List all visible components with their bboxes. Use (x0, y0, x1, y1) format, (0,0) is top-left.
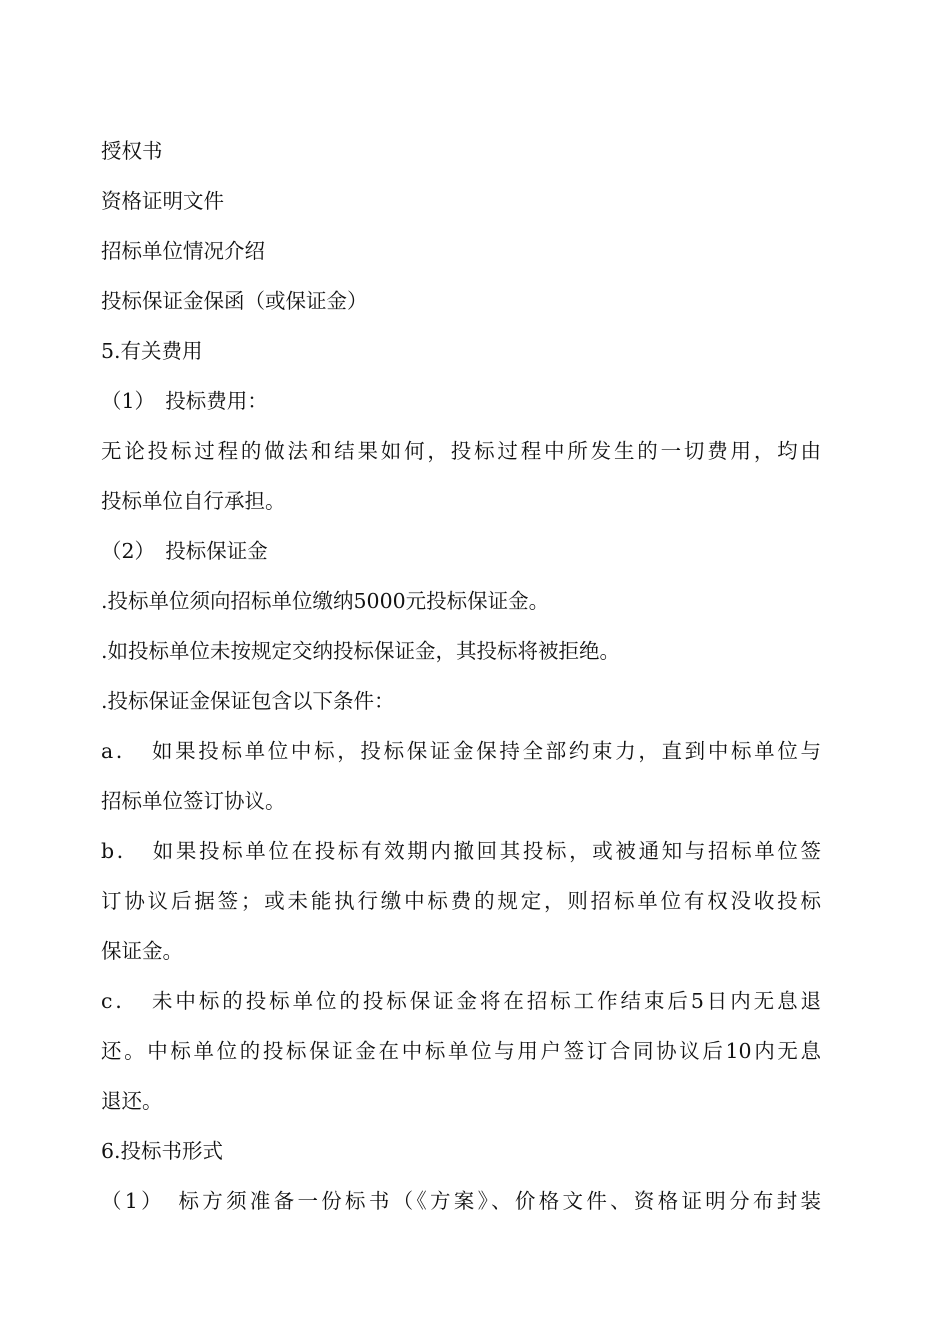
list-item-qualification-docs: 资格证明文件 (101, 189, 224, 213)
section-heading-fees: 5.有关费用 (101, 339, 203, 363)
condition-a-line: a． 如果投标单位中标，投标保证金保持全部约束力，直到中标单位与 (101, 739, 821, 763)
condition-b-line: 保证金。 (101, 939, 183, 963)
paragraph-line: 无论投标过程的做法和结果如何，投标过程中所发生的一切费用，均由 (101, 439, 821, 463)
paragraph-line: .投标保证金保证包含以下条件： (101, 689, 395, 713)
paragraph-line: .如投标单位未按规定交纳投标保证金，其投标将被拒绝。 (101, 639, 621, 663)
paragraph-line: 投标单位自行承担。 (101, 489, 286, 513)
condition-b-line: b． 如果投标单位在投标有效期内撤回其投标，或被通知与招标单位签 (101, 839, 821, 863)
paragraph-line: （1） 标方须准备一份标书（《方案》、价格文件、资格证明分布封装 (101, 1189, 821, 1213)
condition-b-line: 订协议后据签；或未能执行缴中标费的规定，则招标单位有权没收投标 (101, 889, 821, 913)
subheading-bid-bond: （2） 投标保证金 (101, 539, 268, 563)
condition-c-line: c． 未中标的投标单位的投标保证金将在招标工作结束后5日内无息退 (101, 989, 821, 1013)
document-body (101, 126, 821, 1226)
subheading-bid-costs: （1） 投标费用： (101, 389, 268, 413)
list-item-bidder-intro: 招标单位情况介绍 (101, 239, 265, 263)
paragraph-line: .投标单位须向招标单位缴纳5000元投标保证金。 (101, 589, 550, 613)
condition-c-line: 退还。 (101, 1089, 163, 1113)
condition-c-line: 还。中标单位的投标保证金在中标单位与用户签订合同协议后10内无息 (101, 1039, 821, 1063)
condition-a-line: 招标单位签订协议。 (101, 789, 286, 813)
list-item-bid-bond: 投标保证金保函（或保证金） (101, 289, 368, 313)
section-heading-bid-format: 6.投标书形式 (101, 1139, 224, 1163)
list-item-authorization: 授权书 (101, 139, 163, 163)
